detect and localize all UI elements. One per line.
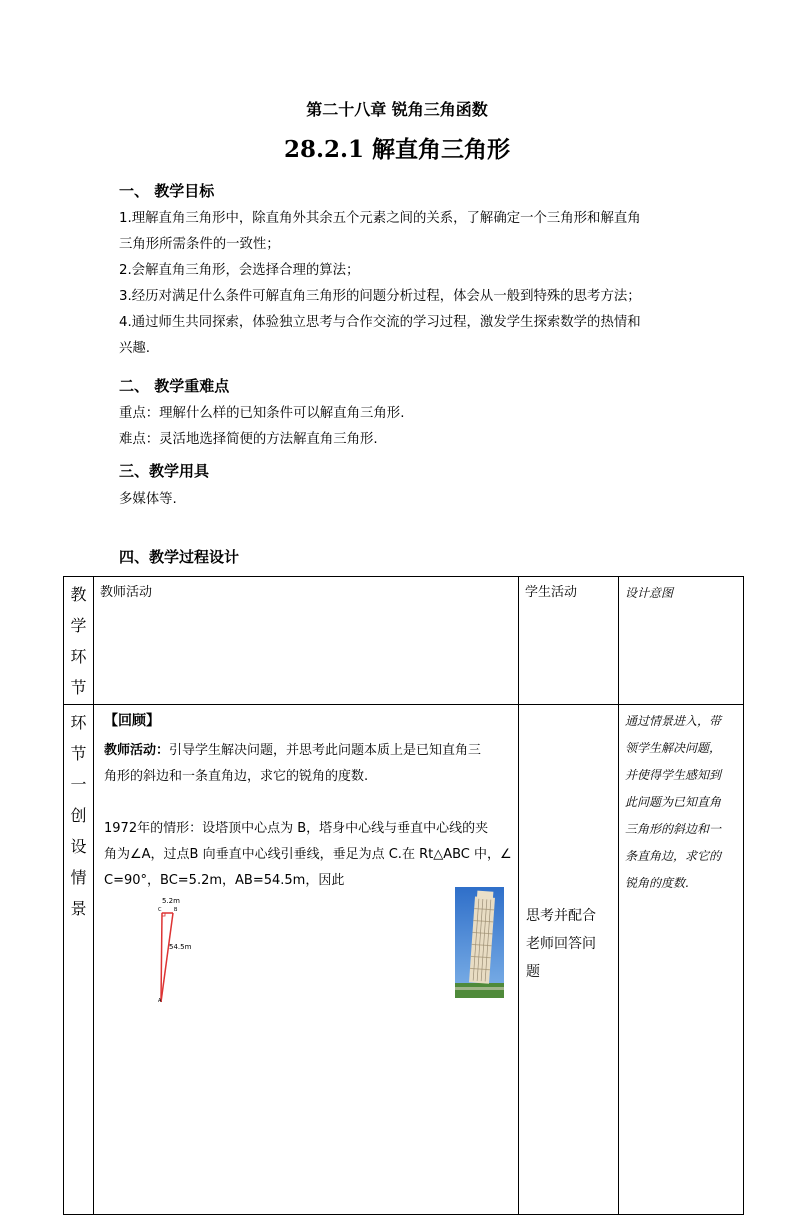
scenario-line: 角为∠A，过点B 向垂直中心线引垂线，垂足为点 C.在 Rt△ABC 中，∠ — [104, 847, 512, 862]
stage-char: 设 — [70, 837, 87, 856]
goal-line: 3.经历对满足什么条件可解直角三角形的问题分析过程，体会从一般到特殊的思考方法； — [119, 289, 641, 304]
figure-label-c: C — [158, 907, 162, 913]
student-activity-line: 题 — [526, 964, 540, 980]
intent-line: 条直角边，求它的 — [625, 849, 722, 863]
stage-char: 创 — [70, 806, 87, 825]
goal-line: 三角形所需条件的一致性； — [119, 237, 280, 252]
figure-label-b: B — [174, 907, 178, 913]
teacher-activity-text — [104, 738, 514, 790]
key-points-list — [119, 401, 404, 453]
scenario-line: C=90°，BC=5.2m，AB=54.5m，因此 — [104, 873, 345, 888]
table-row — [64, 705, 744, 1215]
figure-label-a: A — [158, 998, 162, 1004]
intent-line: 通过情景进入，带 — [625, 714, 722, 728]
stage-char: 一 — [70, 775, 87, 794]
figure-label-bc: 5.2m — [162, 897, 180, 905]
triangle-figure — [150, 896, 190, 1008]
key-points-heading: 二、 教学重难点 — [119, 377, 230, 395]
process-heading: 四、教学过程设计 — [119, 548, 240, 566]
design-intent-cell — [619, 705, 744, 1215]
student-activity-line: 思考并配合 — [526, 908, 596, 924]
tools-line: 多媒体等. — [119, 492, 177, 507]
teacher-header: 教师活动 — [94, 577, 519, 705]
stage-header-char: 学 — [70, 616, 87, 635]
intent-line: 此问题为已知直角 — [625, 795, 722, 809]
stage-header-char: 教 — [70, 585, 87, 604]
stage-char: 节 — [70, 744, 87, 763]
teacher-activity-cell — [94, 705, 519, 1215]
intent-line: 锐角的度数. — [625, 876, 689, 890]
tools-heading: 三、教学用具 — [119, 462, 210, 480]
goal-line: 4.通过师生共同探索，体验独立思考与合作交流的学习过程，激发学生探索数学的热情和 — [119, 315, 641, 330]
stage-char: 情 — [70, 868, 87, 887]
lesson-title: 28.2.1 解直角三角形 — [283, 136, 511, 163]
intent-line: 三角形的斜边和一 — [625, 822, 722, 836]
teacher-activity-line: 角形的斜边和一条直角边，求它的锐角的度数. — [104, 769, 369, 784]
intent-line: 并使得学生感知到 — [625, 768, 722, 782]
goal-line: 2.会解直角三角形，会选择合理的算法； — [119, 263, 360, 278]
teacher-activity-line: 引导学生解决问题，并思考此问题本质上是已知直角三 — [169, 743, 482, 758]
figure-label-ab: 54.5m — [169, 943, 192, 951]
intent-header: 设计意图 — [619, 577, 744, 705]
intent-line: 领学生解决问题， — [625, 741, 722, 755]
scenario-line: 1972年的情形：设塔顶中心点为 B，塔身中心线与垂直中心线的夹 — [104, 821, 489, 836]
goal-line: 兴趣. — [119, 341, 151, 356]
goals-heading: 一、 教学目标 — [119, 182, 215, 200]
scenario-text — [104, 816, 514, 894]
goal-line: 1.理解直角三角形中，除直角外其余五个元素之间的关系，了解确定一个三角形和解直角 — [119, 211, 641, 226]
review-label: 【回顾】 — [104, 713, 160, 729]
stage-header-char: 节 — [70, 678, 87, 697]
stage-one — [64, 705, 94, 1215]
student-header: 学生活动 — [519, 577, 619, 705]
stage-char: 环 — [70, 713, 87, 732]
teacher-activity-label: 教师活动： — [104, 743, 170, 758]
process-table — [63, 576, 744, 1215]
leaning-tower-photo — [455, 887, 504, 998]
stage-header — [64, 577, 94, 705]
student-activity-line: 老师回答问 — [526, 936, 596, 952]
student-activity-cell — [519, 705, 619, 1215]
key-point-line: 重点：理解什么样的已知条件可以解直角三角形. — [119, 406, 405, 421]
stage-char: 景 — [70, 899, 87, 918]
chapter-title: 第二十八章 锐角三角函数 — [306, 100, 488, 119]
stage-header-char: 环 — [70, 647, 87, 666]
goals-list — [119, 206, 641, 362]
table-header-row — [64, 577, 744, 705]
key-point-line: 难点：灵活地选择简便的方法解直角三角形. — [119, 432, 378, 447]
